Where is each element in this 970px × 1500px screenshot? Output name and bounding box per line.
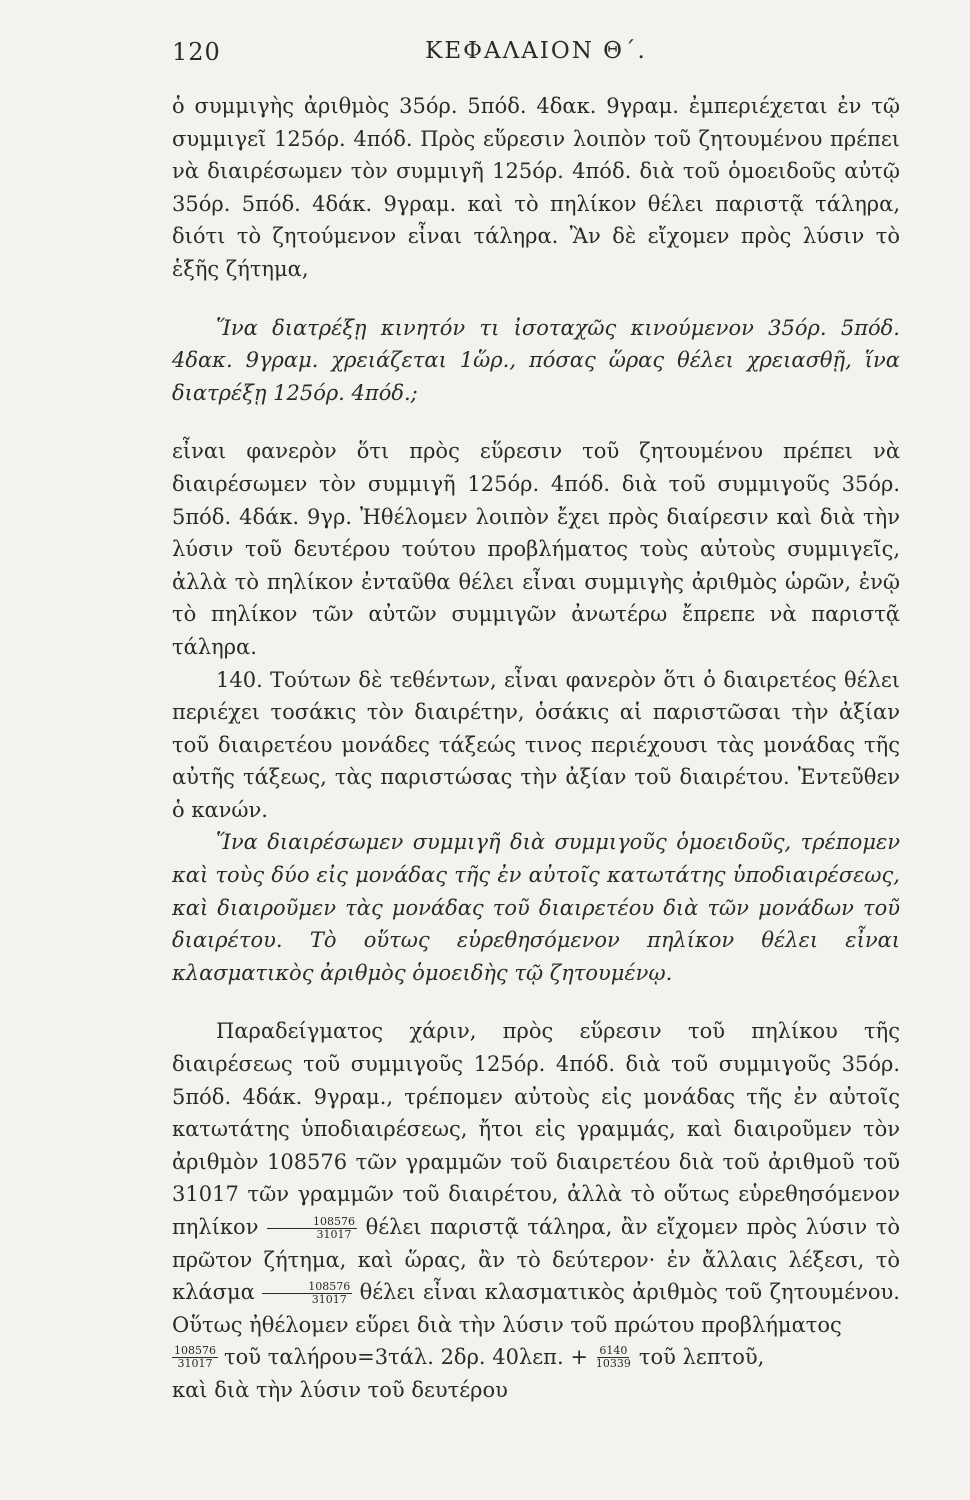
page-header [172, 38, 900, 74]
equation-fraction-1-denominator: 31017 [177, 1357, 213, 1371]
result-equation [172, 1341, 900, 1374]
example-text-3: θέλει εἶναι κλασματικὸς ἀριθμὸς τοῦ ζητουμένου. Οὕτως ἠθέλομεν εὕρει διὰ τὴν λύσιν τοῦ πρώτου προβλήματος [172, 1280, 900, 1337]
equation-fraction-2 [594, 1345, 633, 1370]
example-text: Παραδείγματος χάριν, πρὸς εὕρεσιν τοῦ πηλίκου τῆς διαιρέσεως τοῦ συμμιγοῦς 125όρ. 4πόδ. διὰ τοῦ συμμιγοῦς 35όρ. 5πόδ. 4δάκ. 9γραμ., τρέπομεν αὐτοὺς εἰς μονάδας τῆς ἐν αὐτοῖς κατωτάτης ὑποδιαιρέσεως, ἤτοι εἰς γραμμάς, καὶ διαιροῦμεν τὸν ἀριθμὸν 108576 τῶν γραμμῶν τοῦ διαιρετέου διὰ τοῦ ἀριθμοῦ τοῦ 31017 τῶν γραμμῶν τοῦ διαιρέτου, ἀλλὰ τὸ οὕτως εὑρεθησόμενον πηλίκον [172, 1019, 900, 1239]
equation-fraction-1-numerator: 108576 [174, 1344, 216, 1358]
fraction-2 [262, 1281, 352, 1306]
last-line: καὶ διὰ τὴν λύσιν τοῦ δευτέρου [172, 1377, 508, 1402]
fraction-2-denominator: 31017 [311, 1293, 347, 1307]
section-140: 140. Τούτων δὲ τεθέντων, εἶναι φανερὸν ὅτι ὁ διαιρετέος θέλει περιέχει τοσάκις τὸν διαιρέτην, ὁσάκις αἱ παριστῶσαι τὴν ἀξίαν τοῦ διαιρετέου μονάδες τάξεώς τινος περιέχουσι τὰς μονάδας τῆς αὐτῆς τάξεως, τὰς παριστώσας τὴν ἀξίαν τοῦ διαιρέτου. Ἐντεῦθεν ὁ κανών. [172, 667, 900, 822]
example-paragraph [172, 1015, 900, 1341]
equation-fraction-2-numerator: 6140 [599, 1344, 628, 1358]
problem-statement: Ἵνα διατρέξῃ κινητόν τι ἰσοταχῶς κινούμενον 35όρ. 5πόδ. 4δακ. 9γραμ. χρειάζεται 1ὥρ., πόσας ὥρας θέλει χρειασθῇ, ἵνα διατρέξῃ 125όρ. 4πόδ.; [172, 315, 900, 405]
division-rule: Ἵνα διαιρέσωμεν συμμιγῆ διὰ συμμιγοῦς ὁμοειδοῦς, τρέπομεν καὶ τοὺς δύο εἰς μονάδας τῆς ἐν αὐτοῖς κατωτάτης ὑποδιαιρέσεως, καὶ διαιροῦμεν τὰς μονάδας τοῦ διαιρετέου διὰ τῶν μονάδων τοῦ διαιρέτου. Τὸ οὕτως εὑρεθησόμενον πηλίκον θέλει εἶναι κλασματικὸς ἀριθμὸς ὁμοειδὴς τῷ ζητουμένῳ. [172, 830, 900, 985]
fraction-2-numerator: 108576 [262, 1281, 352, 1294]
equation-fraction-2-denominator: 10339 [595, 1357, 631, 1371]
equation-text: τοῦ ταλήρου=3τάλ. 2δρ. 40λεπ. + [224, 1345, 588, 1370]
example-text-2: θέλει παριστᾷ τάληρα, ἂν εἴχομεν πρὸς λύσιν τὸ πρῶτον ζήτημα, καὶ ὥρας, ἂν τὸ δεύτερον· ἐν ἄλλαις λέξεσι, τὸ κλάσμα [172, 1215, 900, 1305]
fraction-1-numerator: 108576 [267, 1216, 357, 1229]
paragraph-2: εἶναι φανερὸν ὅτι πρὸς εὕρεσιν τοῦ ζητουμένου πρέπει νὰ διαιρέσωμεν τὸν συμμιγῆ 125όρ. 4πόδ. διὰ τοῦ συμμιγοῦς 35όρ. 5πόδ. 4δάκ. 9γρ. Ἠθέλομεν λοιπὸν ἔχει πρὸς διαίρεσιν καὶ διὰ τὴν λύσιν τοῦ δευτέρου τούτου προβλήματος τοὺς αὐτοὺς συμμιγεῖς, ἀλλὰ τὸ πηλίκον ἐνταῦθα θέλει εἶναι συμμιγὴς ἀριθμὸς ὡρῶν, ἐνῷ τὸ πηλίκον τῶν αὐτῶν συμμιγῶν ἀνωτέρω ἔπρεπε νὰ παριστᾷ τάληρα. [172, 439, 900, 659]
fraction-1-denominator: 31017 [316, 1228, 352, 1241]
equation-fraction-1 [172, 1345, 218, 1370]
paragraph-1: ὁ συμμιγὴς ἀριθμὸς 35όρ. 5πόδ. 4δακ. 9γραμ. ἐμπεριέχεται ἐν τῷ συμμιγεῖ 125όρ. 4πόδ. Πρὸς εὕρεσιν λοιπὸν τοῦ ζητουμένου πρέπει νὰ διαιρέσωμεν τὸν συμμιγῆ 125όρ. 4πόδ. διὰ τοῦ ὁμοειδοῦς αὐτῷ 35όρ. 5πόδ. 4δάκ. 9γραμ. καὶ τὸ πηλίκον θέλει παριστᾷ τάληρα, διότι τὸ ζητούμενον εἶναι τάληρα. Ἂν δὲ εἴχομεν πρὸς λύσιν τὸ ἑξῆς ζήτημα, [172, 94, 900, 281]
equation-tail: τοῦ λεπτοῦ, [638, 1345, 765, 1370]
page-number: 120 [172, 38, 221, 66]
running-title: ΚΕΦΑΛΑΙΟΝ Θ΄. [425, 38, 647, 64]
fraction-1 [267, 1216, 357, 1241]
